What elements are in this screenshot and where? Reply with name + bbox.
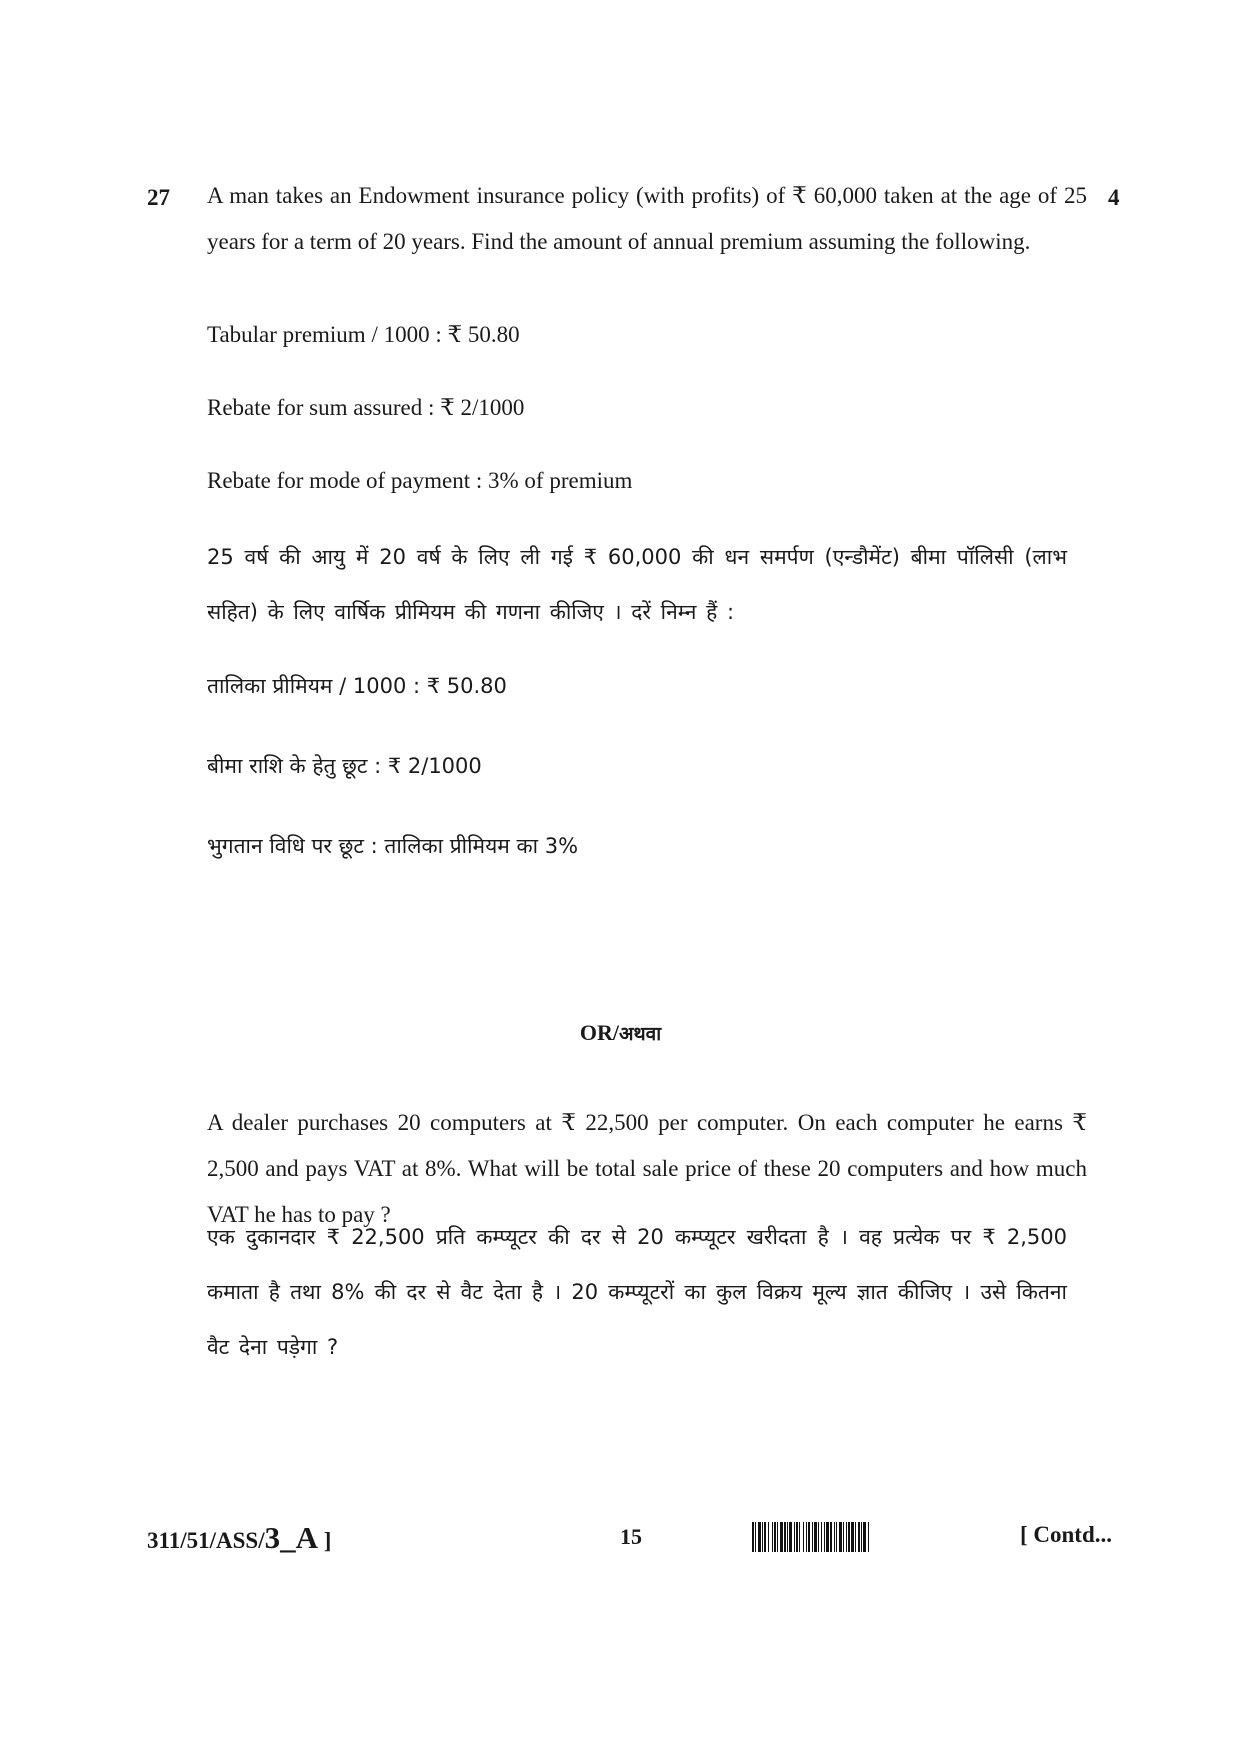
paper-code-set: 3_A (264, 1520, 318, 1555)
or-english: OR/ (579, 1020, 619, 1045)
question-english-text: A man takes an Endowment insurance policy (with profits) of ₹ 60,000 taken at the age of 25 years for a term of 20 years. Find the amount of annual premium assuming the following. (207, 183, 1087, 254)
english-line-rebate-sum-assured: Rebate for sum assured : ₹ 2/1000 (207, 395, 525, 420)
question-hindi-text: 25 वर्ष की आयु में 20 वर्ष के लिए ली गई ₹ 60,000 की धन समर्पण (एन्डौमेंट) बीमा पॉलिसी (लाभ सहित) के लिए वार्षिक प्रीमियम की गणना कीजिए । दरें निम्न हैं : (207, 545, 1067, 624)
alternative-hindi-text: एक दुकानदार ₹ 22,500 प्रति कम्प्यूटर की दर से 20 कम्प्यूटर खरीदता है । वह प्रत्येक पर ₹ 2,500 कमाता है तथा 8% की दर से वैट देता है । 20 कम्प्यूटरों का कुल विक्रय मूल्य ज्ञात कीजिए । उसे कितना वैट देना पड़ेगा ? (207, 1225, 1067, 1359)
paper-code-suffix: ] (318, 1528, 332, 1553)
hindi-line-tabular-premium: तालिका प्रीमियम / 1000 : ₹ 50.80 (207, 674, 507, 698)
continued-label: [ Contd... (1020, 1522, 1113, 1547)
question-number: 27 (147, 185, 170, 210)
alternative-english-text: A dealer purchases 20 computers at ₹ 22,500 per computer. On each computer he earns ₹ 2,500 and pays VAT at 8%. What will be total sale price of these 20 computers and how much VAT he has to pay ? (207, 1110, 1087, 1227)
paper-code-prefix: 311/51/ASS/ (147, 1528, 265, 1553)
paper-code (147, 1520, 331, 1556)
or-separator (0, 1020, 1241, 1046)
barcode (752, 1522, 990, 1552)
english-line-rebate-mode-payment: Rebate for mode of payment : 3% of premium (207, 468, 633, 493)
english-line-tabular-premium: Tabular premium / 1000 : ₹ 50.80 (207, 322, 520, 347)
question-marks: 4 (1108, 185, 1120, 210)
page-number: 15 (620, 1524, 642, 1549)
hindi-line-rebate-sum-assured: बीमा राशि के हेतु छूट : ₹ 2/1000 (207, 754, 482, 778)
hindi-line-rebate-mode-payment: भुगतान विधि पर छूट : तालिका प्रीमियम का 3% (207, 834, 579, 858)
or-hindi: अथवा (618, 1023, 662, 1045)
